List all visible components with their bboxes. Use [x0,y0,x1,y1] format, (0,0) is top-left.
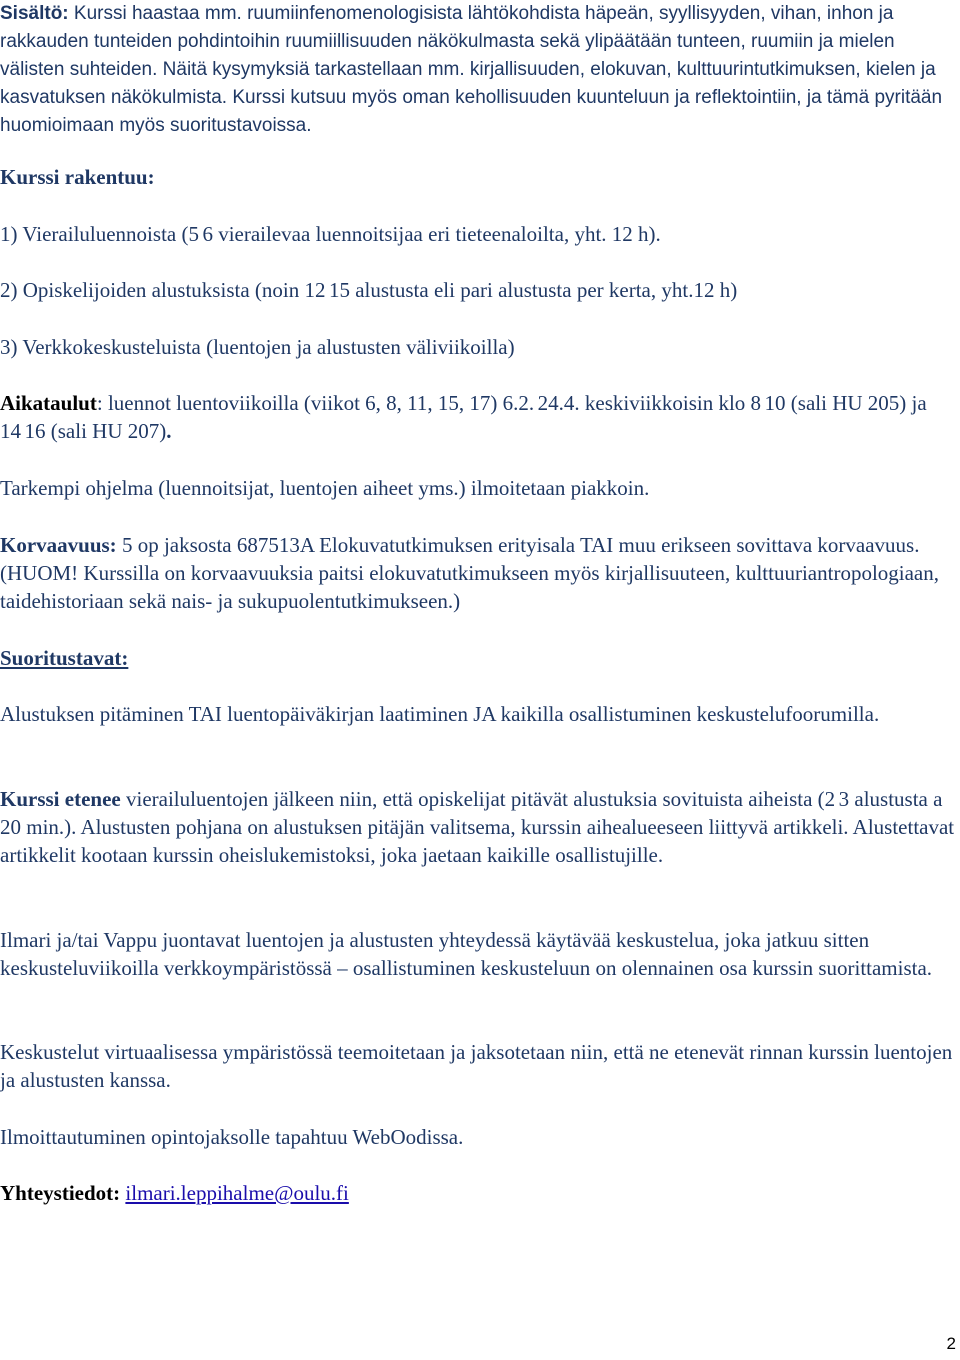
registration-paragraph: Ilmoittautuminen opintojaksolle tapahtuu WebOodissa. [0,1125,464,1149]
intro-paragraph [0,0,956,140]
progress-paragraph [0,785,956,869]
schedule-label: Aikataulut [0,391,97,415]
virtual-paragraph: Keskustelut virtuaalisessa ympäristössä teemoitetaan ja jaksotetaan niin, että ne etenevät rinnan kurssin luentojen ja alustusten kanssa. [0,1040,953,1092]
structure-item-1: 1) Vierailuluennoista (5 6 vierailevaa luennoitsijaa eri tieteenaloilta, yht. 12 h). [0,222,661,246]
contact-label: Yhteystiedot: [0,1181,121,1205]
completion-heading: Suoritustavat: [0,646,129,670]
structure-item-2: 2) Opiskelijoiden alustuksista (noin 12 15 alustusta eli pari alustusta per kerta, yht.12 h) [0,278,738,302]
schedule-text: : luennot luentoviikoilla (viikot 6, 8, 11, 15, 17) 6.2. 24.4. keskiviikkoisin klo 8 10 (sali HU 205) ja 14 16 (sali HU 207) [0,391,927,443]
contact-email-link[interactable]: ilmari.leppihalme@oulu.fi [125,1181,349,1205]
schedule-end: . [166,419,172,443]
intro-label: Sisältö: [0,3,69,24]
structure-heading: Kurssi rakentuu: [0,165,155,189]
compensation-label: Korvaavuus: [0,533,117,557]
schedule-paragraph [0,389,956,445]
completion-text: Alustuksen pitäminen TAI luentopäiväkirjan laatiminen JA kaikilla osallistuminen keskustelufoorumilla. [0,702,880,726]
intro-text: Kurssi haastaa mm. ruumiinfenomenologisista lähtökohdista häpeän, syyllisyyden, vihan, inhon ja rakkauden tunteiden pohdintoihin ruumiillisuuden näkökulmasta sekä ylipäätään tunteen, ruumiin ja mielen välisten suhteiden. Näitä kysymyksiä tarkastellaan mm. kirjallisuuden, elokuvan, kulttuurintutkimuksen, kielen ja kasvatuksen näkökulmista. Kurssi kutsuu myös oman kehollisuuden kuunteluun ja reflektointiin, ja tämä pyritään huomioimaan myös suoritustavoissa. [0,3,943,136]
compensation-text: 5 op jaksosta 687513A Elokuvatutkimuksen erityisala TAI muu erikseen sovittava korvaavuus. (HUOM! Kurssilla on korvaavuuksia paitsi elokuvatutkimukseen myös kirjallisuuteen, kulttuuriantropologiaan, taidehistoriaan sekä nais- ja sukupuolentutkimukseen.) [0,533,940,613]
discussion-paragraph: Ilmari ja/tai Vappu juontavat luentojen ja alustusten yhteydessä käytävää keskustelua, joka jatkuu sitten keskusteluviikoilla verkkoympäristössä – osallistuminen keskusteluun on olennainen osa kurssin suorittamista. [0,928,933,980]
structure-item-3: 3) Verkkokeskusteluista (luentojen ja alustusten väliviikoilla) [0,335,515,359]
contact-paragraph [0,1179,956,1207]
page-number: 2 [946,1334,956,1353]
program-note: Tarkempi ohjelma (luennoitsijat, luentojen aiheet yms.) ilmoitetaan piakkoin. [0,476,650,500]
progress-text: vierailuluentojen jälkeen niin, että opiskelijat pitävät alustuksia sovituista aiheista (2 3 alustusta a 20 min.). Alustusten pohjana on alustuksen pitäjän valitsema, kurssin aihealueeseen liittyvä artikkeli. Alustettavat artikkelit kootaan kurssin oheislukemistoksi, joka jaetaan kaikille osallistujille. [0,787,955,867]
compensation-paragraph [0,531,956,615]
progress-label: Kurssi etenee [0,787,121,811]
